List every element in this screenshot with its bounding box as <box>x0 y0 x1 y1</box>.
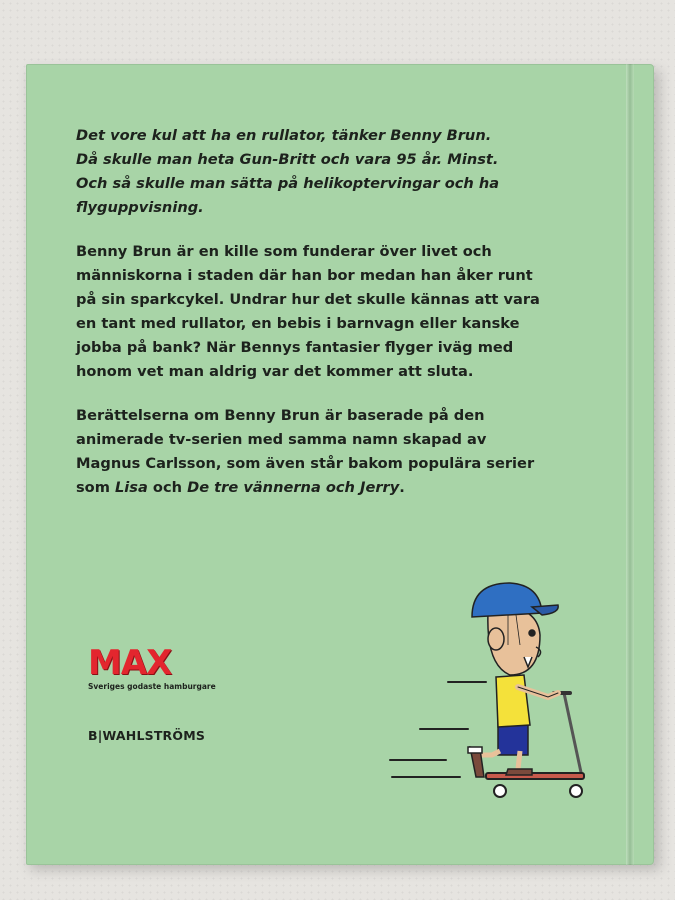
text-fragment: . <box>399 479 405 496</box>
blurb-line: Det vore kul att ha en rullator, tänker Benny Brun. <box>76 127 492 144</box>
max-logo-text: MAX <box>88 643 172 683</box>
blurb-line: Och så skulle man sätta på helikoptervingar och ha <box>76 175 500 192</box>
spine-groove <box>626 64 634 865</box>
blurb-text <box>76 124 576 520</box>
blurb-line: Då skulle man heta Gun-Britt och vara 95 år. Minst. <box>76 151 499 168</box>
max-tagline: Sveriges godaste hamburgare <box>88 682 216 691</box>
boy-on-kick-scooter-illustration <box>360 515 610 815</box>
blurb-paragraph-2 <box>76 240 576 384</box>
blurb-line: på sin sparkcykel. Undrar hur det skulle kännas att vara <box>76 291 540 308</box>
blurb-line: honom vet man aldrig var det kommer att sluta. <box>76 363 474 380</box>
series-title-de-tre-vannerna: De tre vännerna och Jerry <box>187 479 400 496</box>
speed-lines <box>390 682 486 777</box>
max-sponsor-logo <box>88 643 216 691</box>
blurb-line: en tant med rullator, en bebis i barnvagn eller kanske <box>76 315 520 332</box>
head <box>488 607 541 675</box>
text-fragment: och <box>147 479 188 496</box>
blurb-line: flyguppvisning. <box>76 199 204 216</box>
blurb-line: Magnus Carlsson, som även står bakom populära serier <box>76 455 535 472</box>
blurb-line: animerade tv-serien med samma namn skapad av <box>76 431 487 448</box>
torso <box>496 675 558 727</box>
blue-cap <box>472 583 558 617</box>
blurb-paragraph-1 <box>76 124 576 220</box>
series-title-lisa: Lisa <box>115 479 148 496</box>
blurb-line: jobba på bank? När Bennys fantasier flyger iväg med <box>76 339 514 356</box>
publisher-logo: B|WAHLSTRÖMS <box>88 728 206 743</box>
blurb-line-last <box>76 479 405 496</box>
blurb-line: Benny Brun är en kille som funderar över livet och <box>76 243 492 260</box>
blurb-line: Berättelserna om Benny Brun är baserade på den <box>76 407 485 424</box>
legs <box>468 723 532 777</box>
text-fragment: som <box>76 479 115 496</box>
blurb-paragraph-3 <box>76 404 576 500</box>
blurb-line: människorna i staden där han bor medan han åker runt <box>76 267 533 284</box>
